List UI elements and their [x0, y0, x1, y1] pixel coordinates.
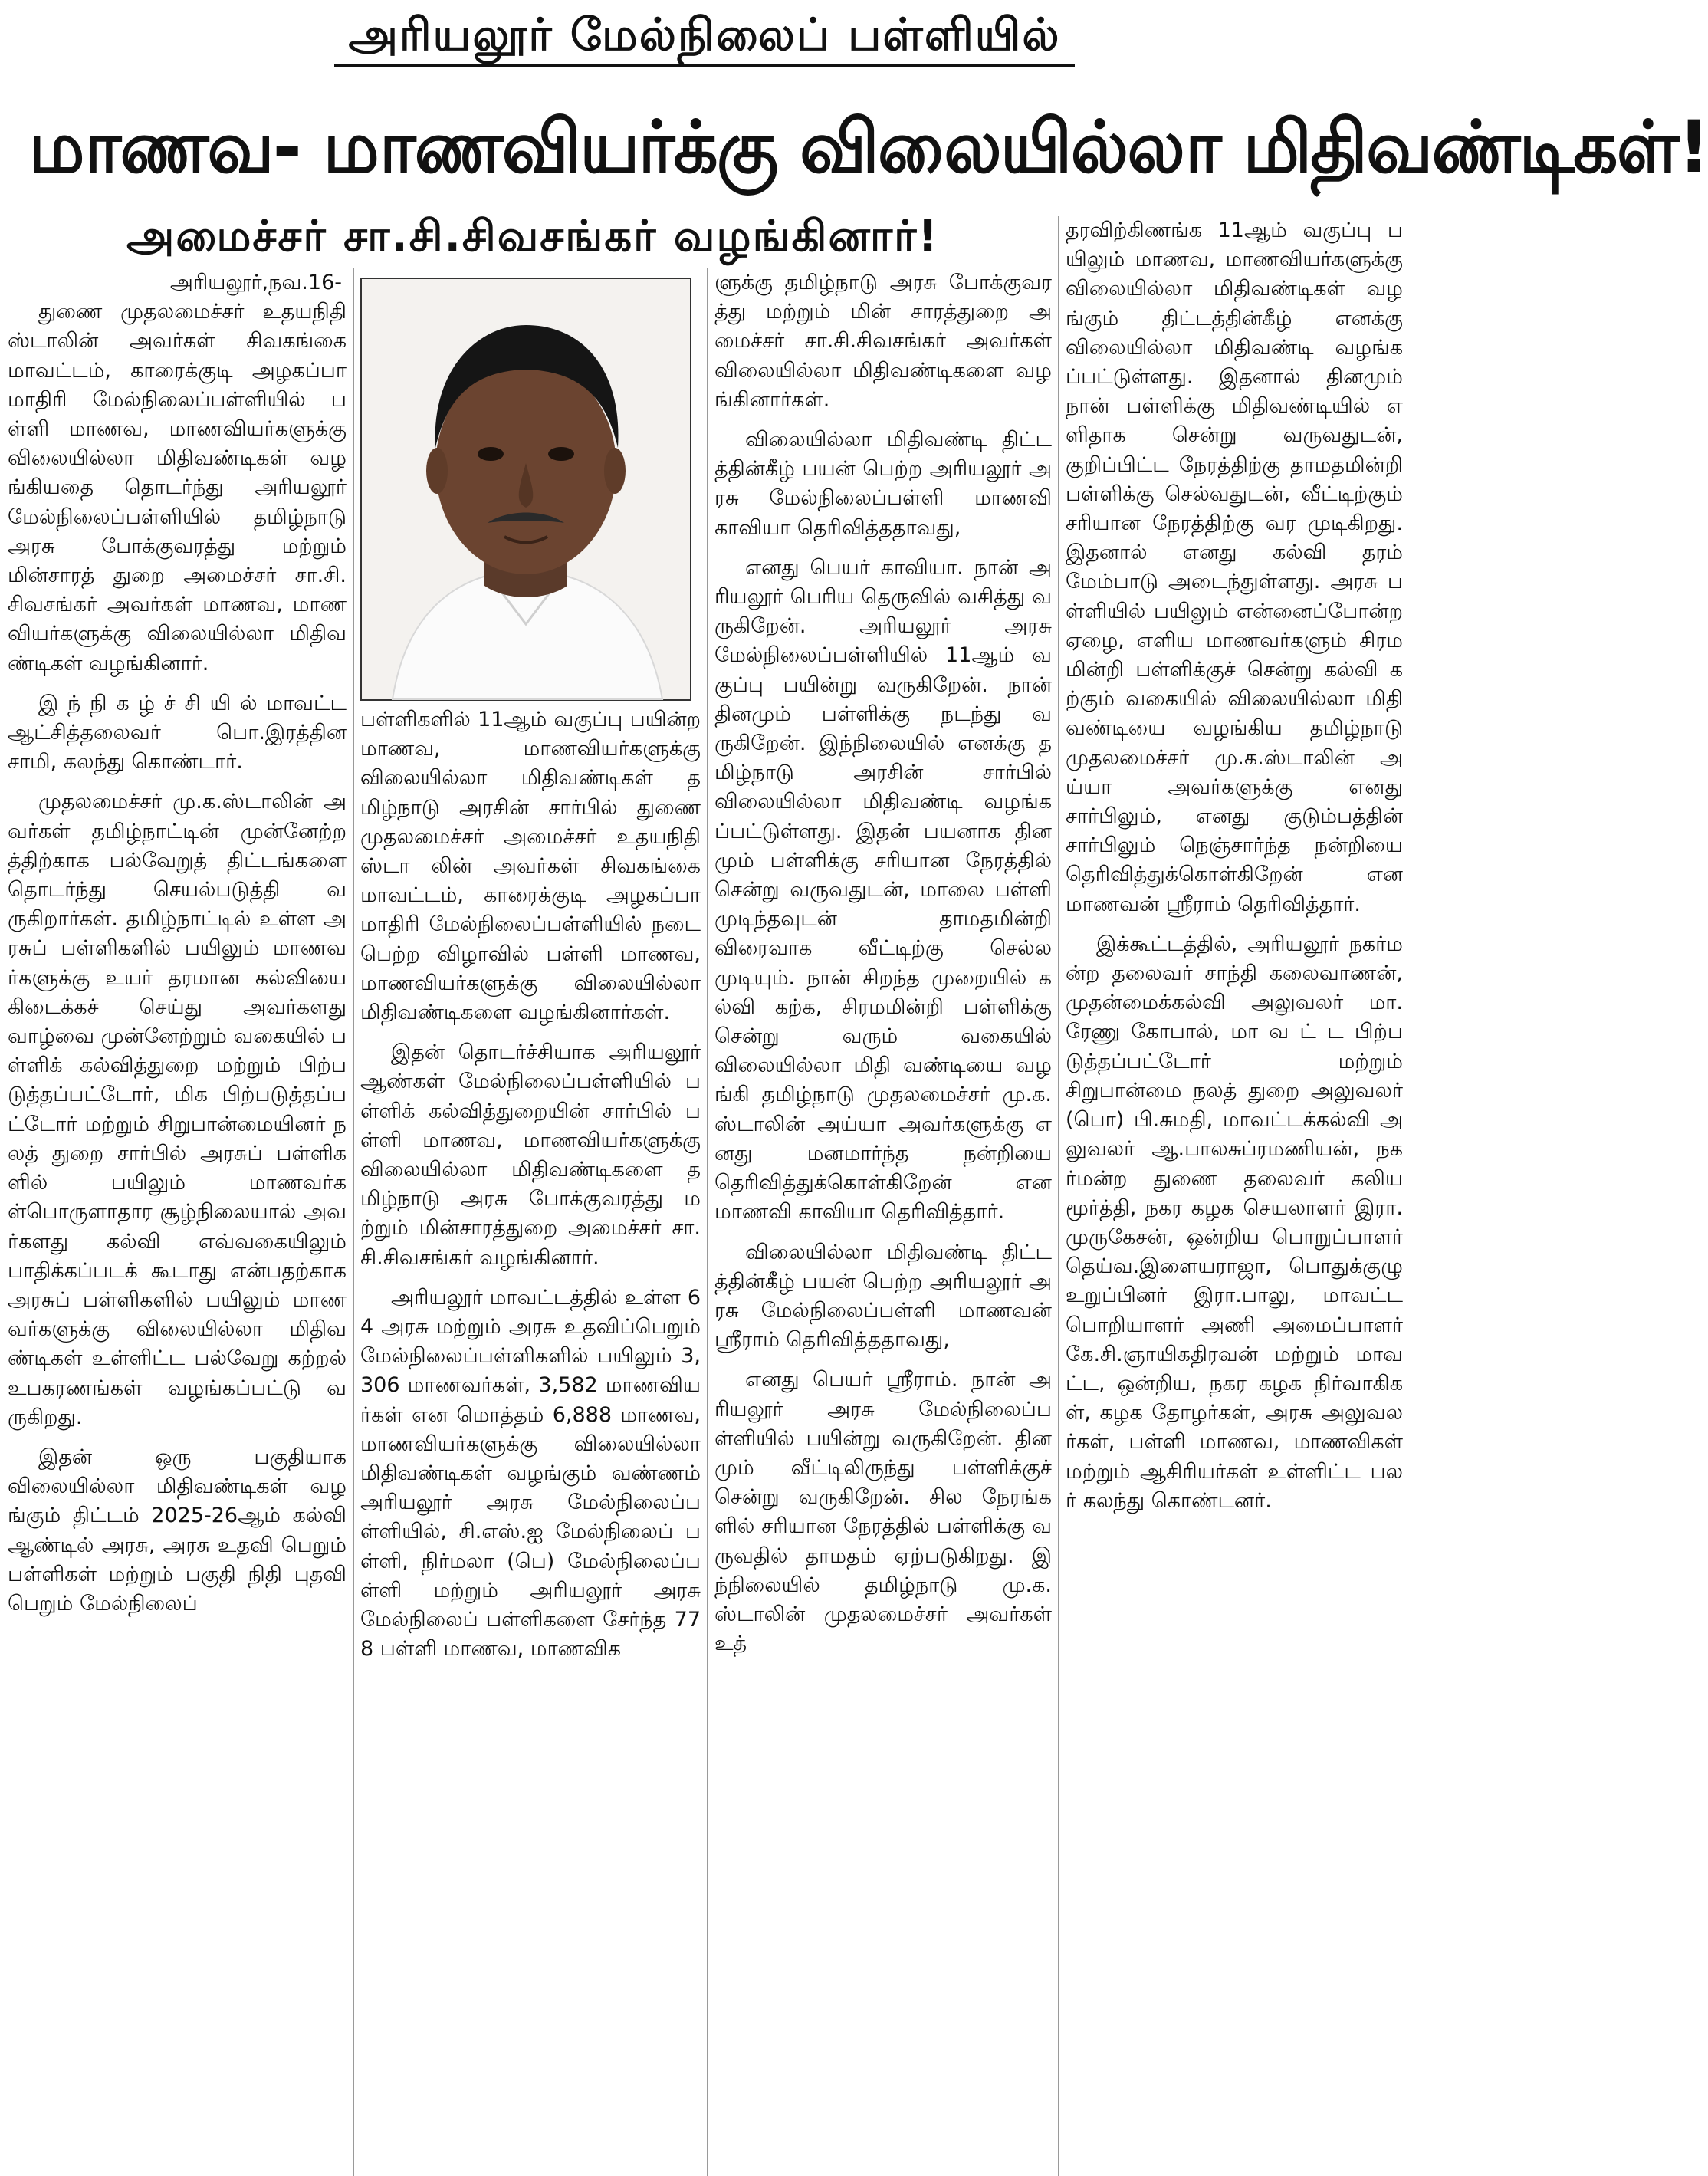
- paragraph: தரவிற்கிணங்க 11ஆம் வகுப்பு பயிலும் மாணவ, மாணவியர்களுக்கு விலையில்லா மிதிவண்டிகள் வழங்கும் திட்டத்தின்கீழ் எனக்கு விலையில்லா மிதிவண்டி வழங்கப்பட்டுள்ளது. இதனால் தினமும் நான் பள்ளிக்கு மிதிவண்டியில் எளிதாக சென்று வருவதுடன், குறிப்பிட்ட நேரத்திற்கு தாமதமின்றி பள்ளிக்கு செல்வதுடன், வீட்டிற்கும் சரியான நேரத்திற்கு வர முடிகிறது. இதனால் எனது கல்வி தரம் மேம்பாடு அடைந்துள்ளது. அரசு பள்ளியில் பயிலும் என்னைப்போன்ற ஏழை, எளிய மாணவர்களும் சிரமமின்றி பள்ளிக்குச் சென்று கல்வி கற்கும் வகையில் விலையில்லா மிதி வண்டியை வழங்கிய தமிழ்நாடு முதலமைச்சர் மு.க.ஸ்டாலின் அய்யா அவர்களுக்கு எனது சார்பிலும், எனது குடும்பத்தின் சார்பிலும் நெஞ்சார்ந்த நன்றியை தெரிவித்துக்கொள்கிறேன் என மாணவன் ஸ்ரீராம் தெரிவித்தார்.: [1066, 219, 1403, 916]
- paragraph: இ ந் நி க ழ் ச் சி யி ல் மாவட்ட ஆட்சித்தலைவர் பொ.இரத்தினசாமி, கலந்து கொண்டார்.: [8, 691, 347, 774]
- paragraph: துணை முதலமைச்சர் உதயநிதி ஸ்டாலின் அவர்கள் சிவகங்கை மாவட்டம், காரைக்குடி அழகப்பா மாதிரி மேல்நிலைப்பள்ளியில் பள்ளி மாணவ, மாணவியர்களுக்கு விலையில்லா மிதிவண்டிகள் வழங்கியதை தொடர்ந்து அரியலூர் மேல்நிலைப்பள்ளியில் தமிழ்நாடு அரசு போக்குவரத்து மற்றும் மின்சாரத் துறை அமைச்சர் சா.சி.சிவசங்கர் அவர்கள் மாணவ, மாணவியர்களுக்கு விலையில்லா மிதிவண்டிகள் வழங்கினார்.: [8, 300, 347, 675]
- paragraph: இதன் தொடர்ச்சியாக அரியலூர் ஆண்கள் மேல்நிலைப்பள்ளியில் பள்ளிக் கல்வித்துறையின் சார்பில் பள்ளி மாணவ, மாணவியர்களுக்கு விலையில்லா மிதிவண்டிகளை தமிழ்நாடு அரசு போக்குவரத்து மற்றும் மின்சாரத்துறை அமைச்சர் சா.சி.சிவசங்கர் வழங்கினார்.: [360, 1040, 701, 1270]
- dateline: அரியலூர்,நவ.16-: [169, 271, 342, 294]
- article-column-3: [714, 268, 1052, 2176]
- paragraph: பள்ளிகளில் 11ஆம் வகுப்பு பயின்ற மாணவ, மாணவியர்களுக்கு விலையில்லா மிதிவண்டிகள் தமிழ்நாடு அரசின் சார்பில் துணை முதலமைச்சர் அமைச்சர் உதயநிதி ஸ்டா லின் அவர்கள் சிவகங்கை மாவட்டம், காரைக்குடி அழகப்பா மாதிரி மேல்நிலைப்பள்ளியில் நடை பெற்ற விழாவில் பள்ளி மாணவ, மாணவியர்களுக்கு விலையில்லா மிதிவண்டிகளை வழங்கினார்கள்.: [360, 708, 701, 1025]
- column-divider: [707, 268, 708, 2176]
- main-headline: மாணவ- மாணவியர்க்கு விலையில்லா மிதிவண்டிகள்!: [28, 106, 1708, 189]
- article-column-1: [8, 268, 347, 2176]
- minister-photo: [360, 278, 691, 701]
- paragraph: விலையில்லா மிதிவண்டி திட்டத்தின்கீழ் பயன் பெற்ற அரியலூர் அரசு மேல்நிலைப்பள்ளி மாணவி காவியா தெரிவித்ததாவது,: [714, 428, 1052, 540]
- paragraph: அரியலூர் மாவட்டத்தில் உள்ள 64 அரசு மற்றும் அரசு உதவிப்பெறும் மேல்நிலைப்பள்ளிகளில் பயிலும் 3,306 மாணவர்கள், 3,582 மாணவியர்கள் என மொத்தம் 6,888 மாணவ, மாணவியர்களுக்கு விலையில்லா மிதிவண்டிகள் வழங்கும் வண்ணம் அரியலூர் அரசு மேல்நிலைப்பள்ளியில், சி.எஸ்.ஐ மேல்நிலைப் பள்ளி, நிர்மலா (பெ) மேல்நிலைப்பள்ளி மற்றும் அரியலூர் அரசு மேல்நிலைப் பள்ளிகளை சேர்ந்த 778 பள்ளி மாணவ, மாணவிக: [360, 1285, 701, 1662]
- minister-portrait-icon: [362, 279, 690, 699]
- paragraph: ளுக்கு தமிழ்நாடு அரசு போக்குவரத்து மற்றும் மின் சாரத்துறை அமைச்சர் சா.சி.சிவசங்கர் அவர்கள் விலையில்லா மிதிவண்டிகளை வழங்கினார்கள்.: [714, 271, 1052, 412]
- paragraph: விலையில்லா மிதிவண்டி திட்டத்தின்கீழ் பயன் பெற்ற அரியலூர் அரசு மேல்நிலைப்பள்ளி மாணவன் ஸ்ரீராம் தெரிவித்ததாவது,: [714, 1240, 1052, 1353]
- column-divider: [353, 268, 354, 2176]
- paragraph: எனது பெயர் காவியா. நான் அரியலூர் பெரிய தெருவில் வசித்து வருகிறேன். அரியலூர் அரசு மேல்நிலைப்பள்ளியில் 11ஆம் வகுப்பு பயின்று வருகிறேன். நான் தினமும் பள்ளிக்கு நடந்து வருகிறேன். இந்நிலையில் எனக்கு தமிழ்நாடு அரசின் சார்பில் விலையில்லா மிதிவண்டி வழங்கப்பட்டுள்ளது. இதன் பயனாக தினமும் பள்ளிக்கு சரியான நேரத்தில் சென்று வருவதுடன், மாலை பள்ளி முடிந்தவுடன் தாமதமின்றி விரைவாக வீட்டிற்கு செல்ல முடியும். நான் சிறந்த முறையில் கல்வி கற்க, சிரமமின்றி பள்ளிக்கு சென்று வரும் வகையில் விலையில்லா மிதி வண்டியை வழங்கி தமிழ்நாடு முதலமைச்சர் மு.க.ஸ்டாலின் அய்யா அவர்களுக்கு எனது மனமார்ந்த நன்றியை தெரிவித்துக்கொள்கிறேன் என மாணவி காவியா தெரிவித்தார்.: [714, 555, 1052, 1224]
- paragraph: இக்கூட்டத்தில், அரியலூர் நகர்மன்ற தலைவர் சாந்தி கலைவாணன், முதன்மைக்கல்வி அலுவலர் மா.ரேணு கோபால், மா வ ட் ட பிற்படுத்தப்பட்டோர் மற்றும் சிறுபான்மை நலத் துறை அலுவலர் (பொ) பி.சுமதி, மாவட்டக்கல்வி அலுவலர் ஆ.பாலசுப்ரமணியன், நகர்மன்ற துணை தலைவர் கலியமூர்த்தி, நகர கழக செயலாளர் இரா.முருகேசன், ஒன்றிய பொறுப்பாளர் தெய்வ.இளையராஜா, பொதுக்குழு உறுப்பினர் இரா.பாலு, மாவட்ட பொறியாளர் அணி அமைப்பாளர் கே.சி.ஞாயிகதிரவன் மற்றும் மாவட்ட, ஒன்றிய, நகர கழக நிர்வாகிகள், கழக தோழர்கள், அரசு அலுவலர்கள், பள்ளி மாணவ, மாணவிகள் மற்றும் ஆசிரியர்கள் உள்ளிட்ட பலர் கலந்து கொண்டனர்.: [1066, 932, 1403, 1513]
- article-column-2: [360, 705, 701, 2176]
- sub-headline: அமைச்சர் சா.சி.சிவசங்கர் வழங்கினார்!: [126, 212, 939, 261]
- kicker-wrap: [0, 5, 1409, 67]
- article-column-4: [1066, 216, 1403, 2176]
- kicker-heading: அரியலூர் மேல்நிலைப் பள்ளியில்: [334, 5, 1074, 67]
- paragraph: முதலமைச்சர் மு.க.ஸ்டாலின் அவர்கள் தமிழ்நாட்டின் முன்னேற்றத்திற்காக பல்வேறுத் திட்டங்களை தொடர்ந்து செயல்படுத்தி வருகிறார்கள். தமிழ்நாட்டில் உள்ள அரசுப் பள்ளிகளில் பயிலும் மாணவர்களுக்கு உயர் தரமான கல்வியை கிடைக்கச் செய்து அவர்களது வாழ்வை முன்னேற்றும் வகையில் பள்ளிக் கல்வித்துறை மற்றும் பிற்படுத்தப்பட்டோர், மிக பிற்படுத்தப்பட்டோர் மற்றும் சிறுபான்மையினர் நலத் துறை சார்பில் அரசுப் பள்ளிகளில் பயிலும் மாணவர்கள்பொருளாதார சூழ்நிலையால் அவர்களது கல்வி எவ்வகையிலும் பாதிக்கப்படக் கூடாது என்பதற்காக அரசுப் பள்ளிகளில் பயிலும் மாணவர்களுக்கு விலையில்லா மிதிவண்டிகள் உள்ளிட்ட பல்வேறு கற்றல் உபகரணங்கள் வழங்கப்பட்டு வருகிறது.: [8, 790, 347, 1429]
- paragraph: எனது பெயர் ஸ்ரீராம். நான் அரியலூர் அரசு மேல்நிலைப்பள்ளியில் பயின்று வருகிறேன். தினமும் வீட்டிலிருந்து பள்ளிக்குச் சென்று வருகிறேன். சில நேரங்களில் சரியான நேரத்தில் பள்ளிக்கு வருவதில் தாமதம் ஏற்படுகிறது. இந்நிலையில் தமிழ்நாடு மு.க.ஸ்டாலின் முதலமைச்சர் அவர்கள் உத்: [714, 1368, 1052, 1656]
- column-divider: [1058, 216, 1059, 2176]
- paragraph: இதன் ஒரு பகுதியாக விலையில்லா மிதிவண்டிகள் வழங்கும் திட்டம் 2025-26ஆம் கல்வி ஆண்டில் அரசு, அரசு உதவி பெறும் பள்ளிகள் மற்றும் பகுதி நிதி புதவி பெறும் மேல்நிலைப்: [8, 1445, 347, 1616]
